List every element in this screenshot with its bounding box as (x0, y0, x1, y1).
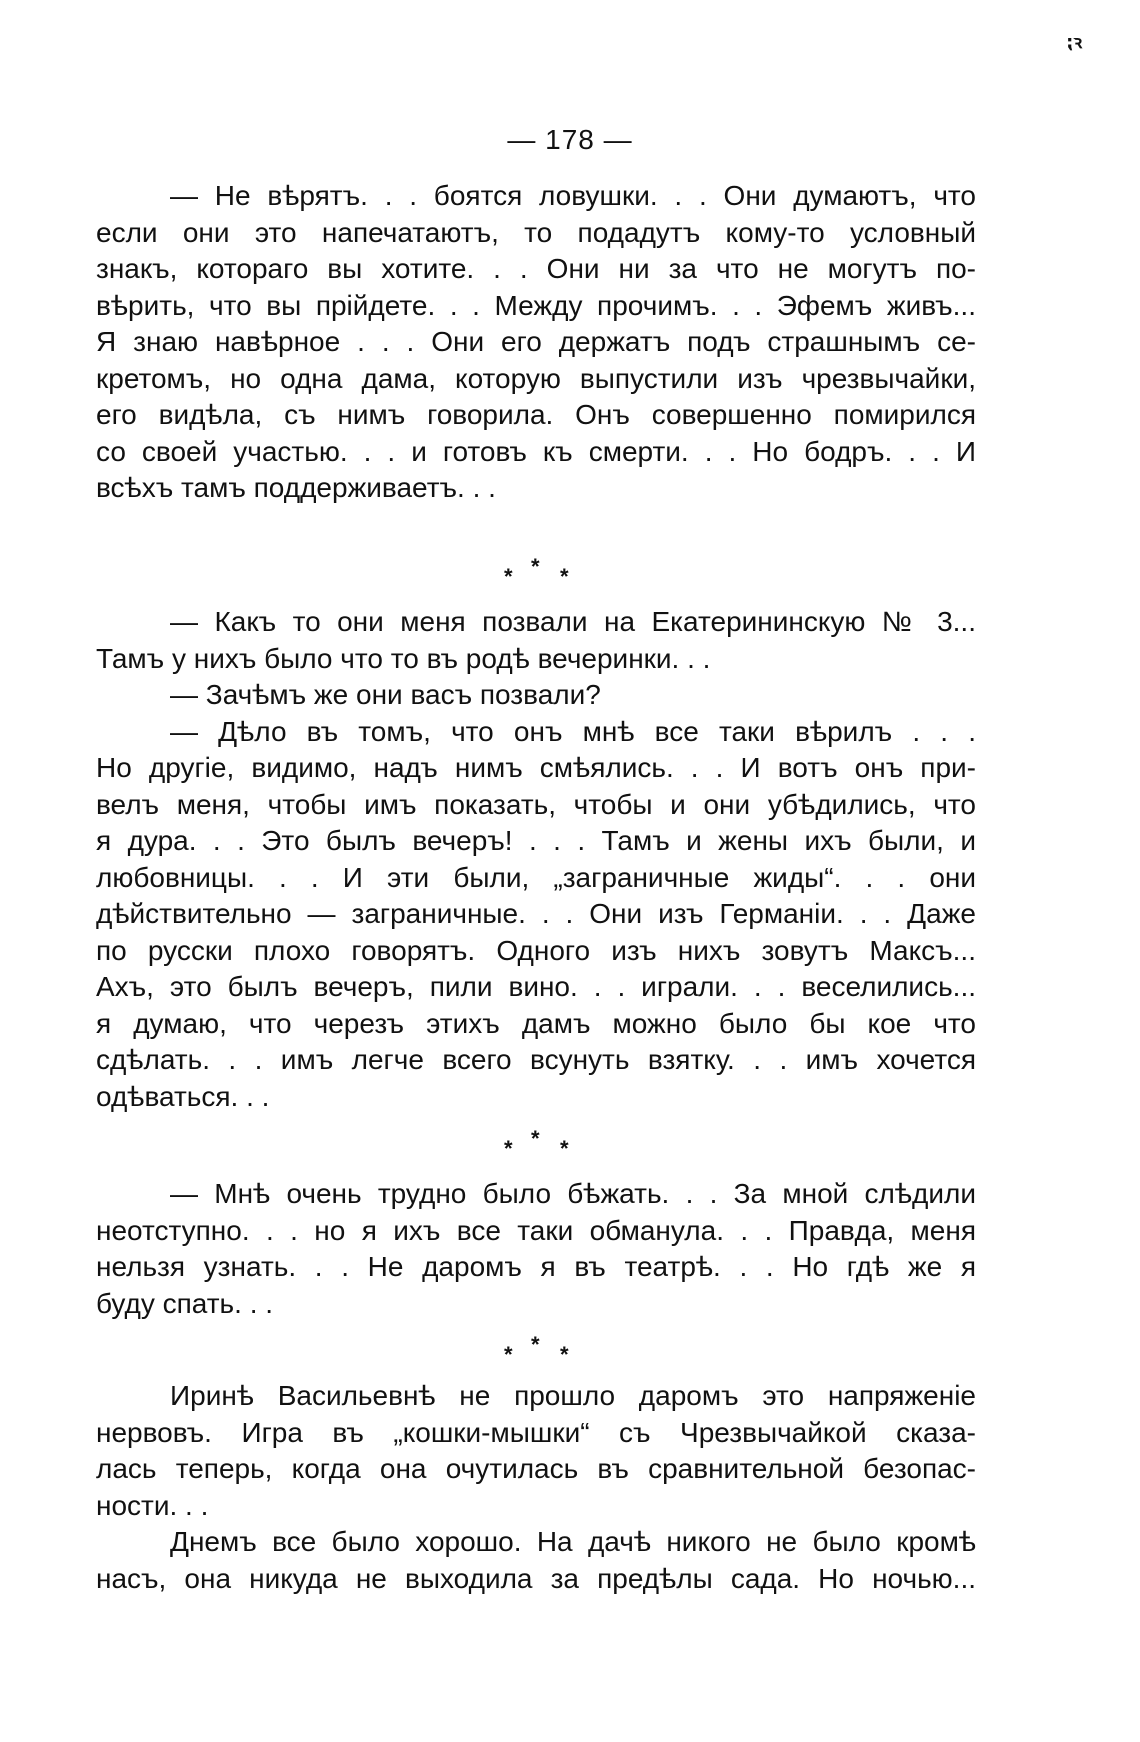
text-line: Я знаю навѣрное . . . Они его держатъ подъ страшнымъ се- (96, 326, 976, 357)
text-line: дѣйствительно — заграничные. . . Они изъ Германіи. . . Даже (96, 898, 976, 929)
separator-asterisk: * (531, 1126, 540, 1151)
section-separator (0, 1334, 1140, 1374)
text-line: любовницы. . . И эти были, „заграничные жиды“. . . они (96, 861, 976, 893)
text-line: — Какъ то они меня позвали на Екатерининскую № 3... (170, 606, 976, 637)
text-line: — Дѣло въ томъ, что онъ мнѣ все таки вѣрилъ . . . (170, 715, 976, 747)
text-line: неотступно. . . но я ихъ все таки обманула. . . Правда, меня (96, 1214, 976, 1246)
text-line: — Зачѣмъ же они васъ позвали? (170, 679, 601, 710)
text-line: одѣваться. . . (96, 1080, 270, 1112)
separator-asterisk: * (504, 1136, 513, 1161)
text-line: Иринѣ Васильевнѣ не прошло даромъ это напряженіе (170, 1380, 976, 1411)
separator-asterisk: * (504, 564, 513, 589)
text-line: кретомъ, но одна дама, которую выпустили изъ чрезвычайки, (96, 362, 976, 394)
text-line: Тамъ у нихъ было что то въ родѣ вечеринки. . . (96, 642, 711, 674)
page-number: — 178 — (507, 124, 633, 155)
separator-asterisk: * (531, 554, 540, 579)
text-line: всѣхъ тамъ поддерживаетъ. . . (96, 472, 496, 503)
text-line: нервовъ. Игра въ „кошки-мышки“ съ Чрезвычайкой сказа- (96, 1416, 976, 1448)
separator-asterisk: * (560, 1136, 569, 1161)
text-line: Днемъ все было хорошо. На дачѣ никого не было кромѣ (170, 1526, 976, 1557)
text-line: Ахъ, это былъ вечеръ, пили вино. . . играли. . . веселились... (96, 971, 976, 1002)
paragraph-section-2 (96, 604, 976, 1115)
text-line: если они это напечатаютъ, то подадутъ кому-то условный (96, 216, 976, 248)
separator-asterisk: * (560, 1342, 569, 1367)
paragraph-section-3 (96, 1176, 976, 1322)
corner-mark: ⁏ꝛ (1066, 32, 1082, 52)
text-line: по русски плохо говорятъ. Одного изъ нихъ зовутъ Максъ... (96, 934, 976, 966)
separator-asterisk: * (560, 564, 569, 589)
text-line: лась теперь, когда она очутилась въ сравнительной безопас- (96, 1453, 976, 1484)
text-line: насъ, она никуда не выходила за предѣлы сада. Но ночью... (96, 1562, 976, 1594)
separator-asterisk: * (531, 1332, 540, 1357)
text-line: Но другіе, видимо, надъ нимъ смѣялись. . . И вотъ онъ при- (96, 752, 976, 783)
section-separator (0, 556, 1140, 596)
text-line: я думаю, что черезъ этихъ дамъ можно было бы кое что (96, 1007, 976, 1039)
text-line: вѣрить, что вы прійдете. . . Между прочимъ. . . Эфемъ живъ... (96, 289, 976, 321)
text-line: знакъ, котораго вы хотите. . . Они ни за что не могутъ по- (96, 253, 976, 284)
text-line: сдѣлать. . . имъ легче всего всунуть взятку. . . имъ хочется (96, 1044, 976, 1075)
text-line: велъ меня, чтобы имъ показать, чтобы и они убѣдились, что (96, 788, 976, 820)
text-line: со своей участью. . . и готовъ къ смерти. . . Но бодръ. . . И (96, 435, 976, 467)
paragraph-section-4 (96, 1378, 976, 1597)
separator-asterisk: * (504, 1342, 513, 1367)
text-line: я дура. . . Это былъ вечеръ! . . . Тамъ и жены ихъ были, и (96, 825, 976, 856)
text-line: буду спать. . . (96, 1287, 274, 1319)
text-line: его видѣла, съ нимъ говорила. Онъ совершенно помирился (96, 399, 976, 430)
text-line: — Мнѣ очень трудно было бѣжать. . . За мной слѣдили (170, 1178, 976, 1209)
paragraph-section-1 (96, 178, 976, 507)
text-line: нельзя узнать. . . Не даромъ я въ театрѣ. . . Но гдѣ же я (96, 1251, 976, 1282)
text-line: ности. . . (96, 1489, 209, 1521)
section-separator (0, 1128, 1140, 1168)
text-line: — Не вѣрятъ. . . боятся ловушки. . . Они думаютъ, что (170, 180, 976, 211)
